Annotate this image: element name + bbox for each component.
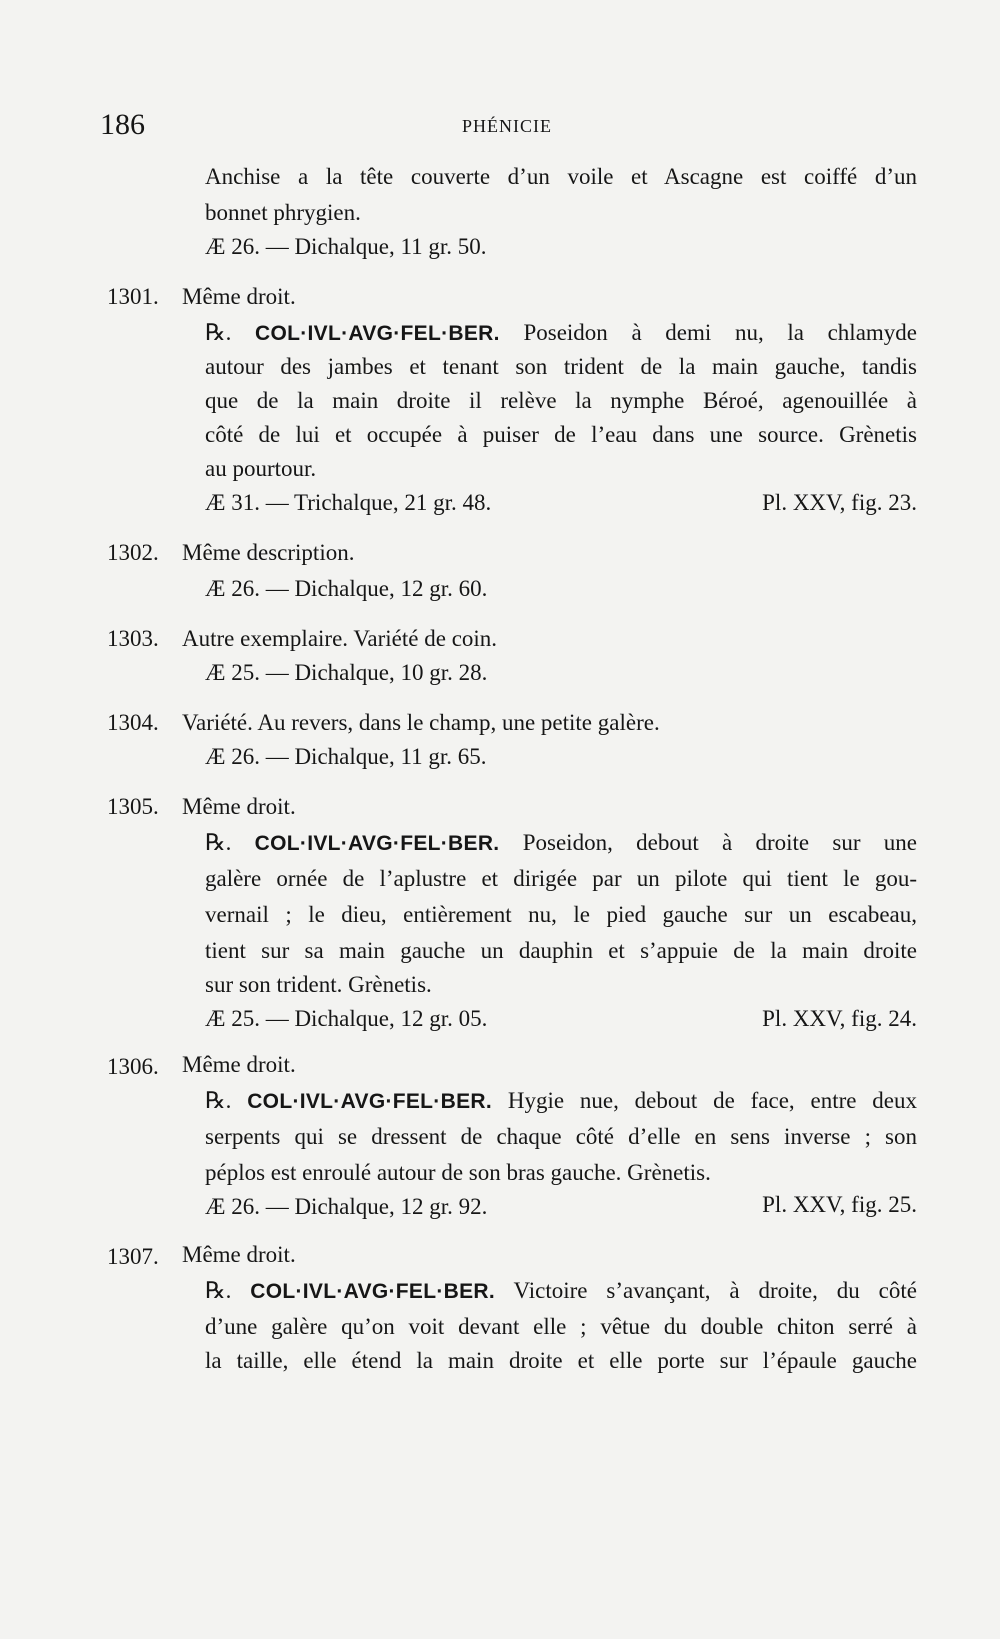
entry-line: sur son trident. Grènetis.: [205, 972, 432, 997]
reverse-line: [205, 318, 917, 349]
coin-legend: COL·IVL·AVG·FEL·BER.: [250, 1280, 496, 1303]
entry-line: Même droit.: [182, 1052, 296, 1077]
metal-line: Æ 25. — Dichalque, 12 gr. 05.: [205, 1006, 488, 1031]
entry-line: serpents qui se dressent de chaque côté d’elle en sens inverse ; son: [205, 1124, 917, 1149]
entry-line: galère ornée de l’aplustre et dirigée par un pilote qui tient le gou-: [205, 866, 917, 891]
reverse-line: [205, 828, 917, 859]
coin-legend: COL·IVL·AVG·FEL·BER.: [247, 1090, 492, 1113]
entry-number: 1301.: [107, 284, 159, 309]
running-title: PHÉNICIE: [462, 116, 552, 136]
entry-line: la taille, elle étend la main droite et elle porte sur l’épaule gauche: [205, 1348, 917, 1373]
entry-line: Même droit.: [182, 794, 296, 819]
entry-number: 1303.: [107, 626, 159, 651]
entry-line: Même droit.: [182, 284, 296, 309]
entry-number: 1304.: [107, 710, 159, 735]
intro-metal-line: Æ 26. — Dichalque, 11 gr. 50.: [205, 234, 487, 259]
intro-line: Anchise a la tête couverte d’un voile et Ascagne est coiffé d’un: [205, 164, 917, 189]
reverse-text: Hygie nue, debout de face, entre deux: [507, 1088, 918, 1113]
entry-line: Variété. Au revers, dans le champ, une petite galère.: [182, 710, 660, 735]
entry-line: tient sur sa main gauche un dauphin et s’appuie de la main droite: [205, 938, 917, 963]
entry-line: vernail ; le dieu, entièrement nu, le pied gauche sur un escabeau,: [205, 902, 917, 927]
reverse-line: [205, 1086, 917, 1117]
metal-line: Æ 26. — Dichalque, 12 gr. 60.: [205, 576, 488, 601]
reverse-line: [205, 1276, 917, 1307]
entry-line: Autre exemplaire. Variété de coin.: [182, 626, 498, 651]
coin-legend: COL·IVL·AVG·FEL·BER.: [255, 322, 500, 345]
plate-reference: Pl. XXV, fig. 25.: [762, 1192, 917, 1217]
reverse-text: Victoire s’avançant, à droite, du côté: [513, 1278, 917, 1303]
reverse-symbol: ℞.: [205, 1278, 232, 1303]
entry-line: Même droit.: [182, 1242, 296, 1267]
entry-line: au pourtour.: [205, 456, 317, 481]
metal-line: Æ 31. — Trichalque, 21 gr. 48.: [205, 490, 492, 515]
entry-number: 1302.: [107, 540, 159, 565]
plate-reference: Pl. XXV, fig. 24.: [762, 1006, 917, 1031]
entry-line: côté de lui et occupée à puiser de l’eau dans une source. Grènetis: [205, 422, 917, 447]
reverse-text: Poseidon à demi nu, la chlamyde: [523, 320, 918, 345]
entry-number: 1307.: [107, 1244, 159, 1269]
entry-line: péplos est enroulé autour de son bras gauche. Grènetis.: [205, 1160, 711, 1185]
reverse-text: Poseidon, debout à droite sur une: [522, 830, 918, 855]
metal-line: Æ 26. — Dichalque, 12 gr. 92.: [205, 1194, 488, 1219]
page-number: 186: [100, 108, 145, 141]
entry-line: que de la main droite il relève la nymphe Béroé, agenouillée à: [205, 388, 917, 413]
reverse-symbol: ℞.: [205, 830, 232, 855]
entry-line: d’une galère qu’on voit devant elle ; vêtue du double chiton serré à: [205, 1314, 917, 1339]
entry-line: autour des jambes et tenant son trident de la main gauche, tandis: [205, 354, 917, 379]
plate-reference: Pl. XXV, fig. 23.: [762, 490, 917, 515]
entry-number: 1306.: [107, 1054, 159, 1079]
reverse-symbol: ℞.: [205, 320, 232, 345]
metal-line: Æ 25. — Dichalque, 10 gr. 28.: [205, 660, 488, 685]
reverse-symbol: ℞.: [205, 1088, 232, 1113]
intro-line: bonnet phrygien.: [205, 200, 361, 225]
metal-line: Æ 26. — Dichalque, 11 gr. 65.: [205, 744, 487, 769]
coin-legend: COL·IVL·AVG·FEL·BER.: [254, 832, 500, 855]
entry-line: Même description.: [182, 540, 355, 565]
entry-number: 1305.: [107, 794, 159, 819]
